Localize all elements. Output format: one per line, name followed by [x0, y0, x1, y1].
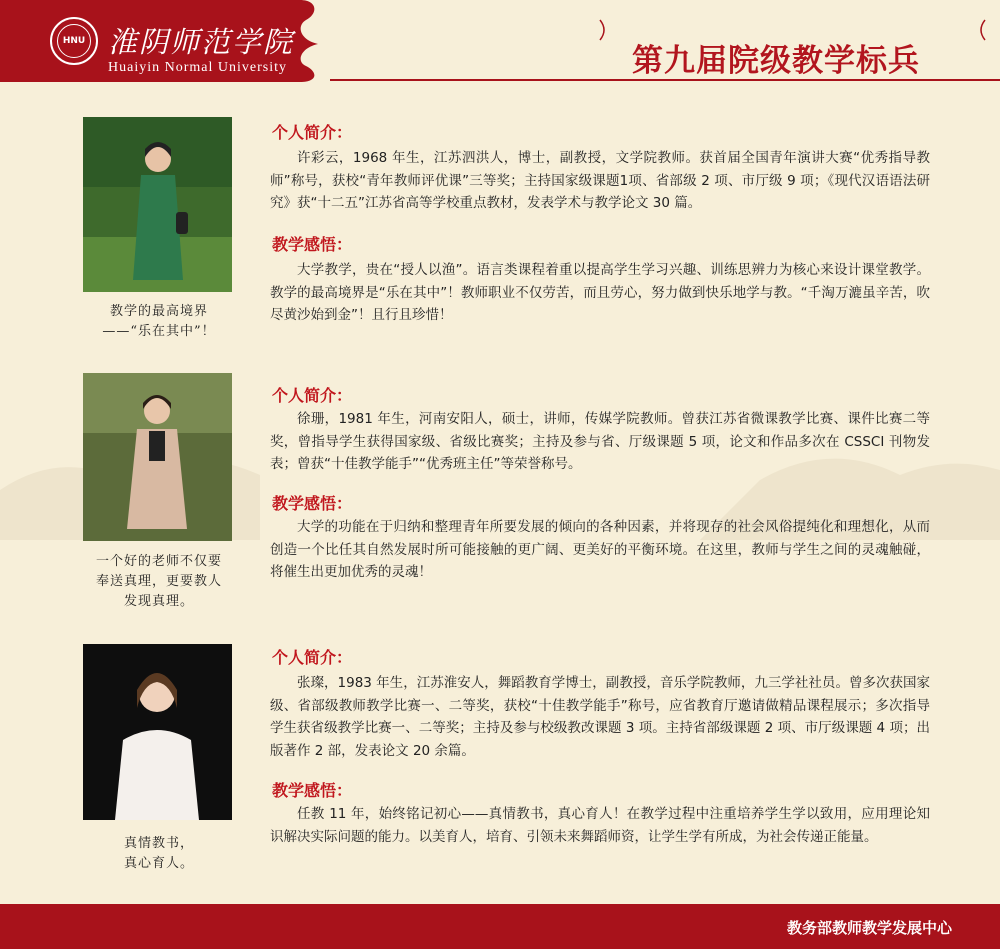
teacher-photo-1 — [83, 117, 232, 292]
caption-1 — [70, 302, 248, 342]
insight-text-2: 大学的功能在于归纳和整理青年所要发展的倾向的各种因素，并将现存的社会风俗提纯化和理想化，从而创造一个比任其自然发展时所可能接触的更广阔、更美好的平衡环境。在这里，教师与学生之间的灵魂触碰，将催生出更加优秀的灵魂！ — [270, 519, 930, 580]
caption-line: 教学的最高境界 — [109, 304, 208, 319]
intro-text-3: 张璨，1983 年生，江苏淮安人，舞蹈教育学博士，副教授，音乐学院教师，九三学社社员。曾多次获国家级、省部级教师教学比赛一、二等奖，获校“十佳教学能手”称号，应省教育厅邀请做精品课程展示；多次指导学生获省级教学比赛一、二等奖；主持及参与校级教改课题 3 项。主持省部级课题 2 项、市厅级课题 4 项；出版著作 2 部，发表论文 20 余篇。 — [270, 675, 930, 759]
logo-abbr: HNU — [57, 24, 91, 58]
caption-line: 一个好的老师不仅要 — [95, 554, 222, 569]
insight-text-1: 大学教学，贵在“授人以渔”。语言类课程着重以提高学生学习兴趣、训练思辨力为核心来设计课堂教学。教学的最高境界是“乐在其中”！教师职业不仅劳苦，而且劳心，努力做到快乐地学与教。“千淘万漉虽辛苦，吹尽黄沙始到金”！且行且珍惜！ — [270, 262, 930, 323]
caption-2 — [70, 552, 248, 612]
caption-line: 发现真理。 — [123, 594, 194, 609]
insight-heading-1: 教学感悟： — [272, 235, 353, 254]
caption-3 — [70, 834, 248, 874]
caption-line: 奉送真理，更要教人 — [95, 574, 222, 589]
caption-line: 真情教书， — [123, 836, 194, 851]
insight-text-3: 任教 11 年，始终铭记初心——真情教书，真心育人！在教学过程中注重培养学生学以致用，应用理论知识解决实际问题的能力。以美育人，培育、引领未来舞蹈师资，让学生学有所成，为社会传递正能量。 — [270, 806, 930, 845]
intro-text-2: 徐珊，1981 年生，河南安阳人，硕士，讲师，传媒学院教师。曾获江苏省微课教学比赛、课件比赛二等奖，曾指导学生获得国家级、省级比赛奖；主持及参与省、厅级课题 5 项，论文和作品多次在 CSSCI 刊物发表；曾获“十佳教学能手”“优秀班主任”等荣誉称号。 — [270, 411, 930, 472]
intro-text-1: 许彩云，1968 年生，江苏泗洪人，博士，副教授，文学院教师。获首届全国青年演讲大赛“优秀指导教师”称号，获校“青年教师评优课”三等奖；主持国家级课题1项、省部级 2 项、市厅级 9 项；《现代汉语语法研究》获“十二五”江苏省高等学校重点教材，发表学术与教学论文 30 篇。 — [270, 150, 930, 211]
insight-heading-2: 教学感悟： — [272, 494, 353, 513]
caption-line: ——“乐在其中”！ — [102, 324, 216, 339]
school-name-en: Huaiyin Normal University — [108, 60, 287, 75]
teacher-photo-2 — [83, 373, 232, 541]
school-name-cn: 淮阴师范学院 — [108, 25, 295, 59]
banner-title: 第九届院级教学标兵 — [632, 43, 920, 79]
insight-heading-3: 教学感悟： — [272, 781, 353, 800]
intro-heading-3: 个人简介： — [272, 648, 353, 667]
teacher-photo-3 — [83, 644, 232, 820]
intro-heading-2: 个人简介： — [272, 386, 353, 405]
footer-bar — [0, 904, 1000, 949]
footer-text: 教务部教师教学发展中心 — [786, 919, 952, 937]
intro-heading-1: 个人简介： — [272, 123, 353, 142]
university-logo — [50, 17, 98, 65]
caption-line: 真心育人。 — [123, 856, 194, 871]
